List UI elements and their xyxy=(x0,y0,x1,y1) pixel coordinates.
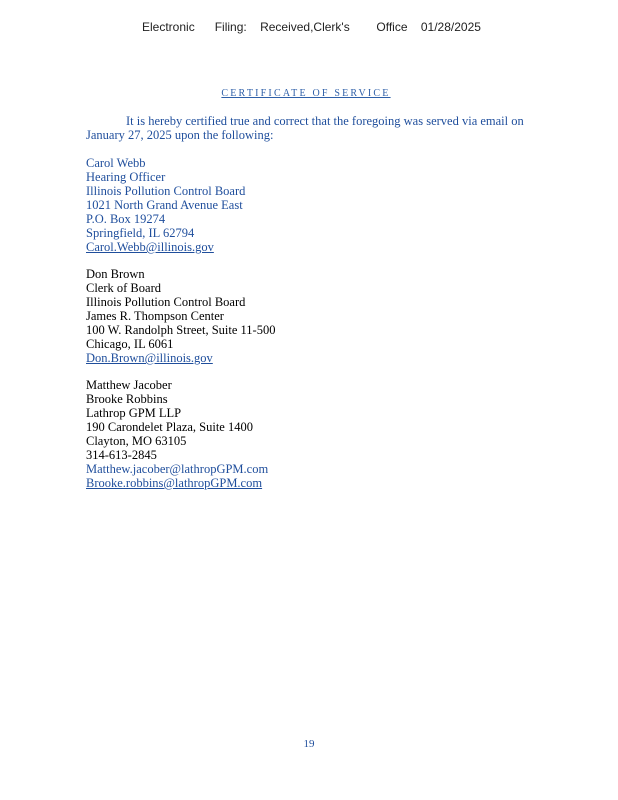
stamp-office: Office xyxy=(376,20,408,34)
intro-text: It is hereby certified true and correct that the foregoing was served via email on January 27, 2025 upon the following: xyxy=(86,114,524,142)
recipient-name: Carol Webb xyxy=(86,156,146,170)
stamp-date: 01/28/2025 xyxy=(420,20,481,34)
electronic-filing-stamp xyxy=(142,20,481,34)
recipient-block-lathrop xyxy=(86,378,268,490)
recipient-name: Brooke Robbins xyxy=(86,392,168,406)
recipient-city-state: Springfield, IL 62794 xyxy=(86,226,195,240)
recipient-organization: Lathrop GPM LLP xyxy=(86,406,182,420)
page-number: 19 xyxy=(303,738,315,750)
intro-paragraph xyxy=(86,114,526,142)
recipient-email-link[interactable]: Brooke.robbins@lathropGPM.com xyxy=(86,476,263,490)
recipient-name: Don Brown xyxy=(86,267,145,281)
recipient-phone: 314-613-2845 xyxy=(86,448,157,462)
stamp-electronic: Electronic xyxy=(142,20,195,34)
recipient-name: Matthew Jacober xyxy=(86,378,172,392)
recipient-address-line: 190 Carondelet Plaza, Suite 1400 xyxy=(86,420,253,434)
recipient-organization: Illinois Pollution Control Board xyxy=(86,295,246,309)
stamp-received: Received,Clerk's xyxy=(260,20,350,34)
recipient-po-box: P.O. Box 19274 xyxy=(86,212,166,226)
certificate-title: CERTIFICATE OF SERVICE xyxy=(221,88,391,99)
recipient-building: James R. Thompson Center xyxy=(86,309,224,323)
recipient-address-line: 1021 North Grand Avenue East xyxy=(86,198,243,212)
recipient-email-link[interactable]: Don.Brown@illinois.gov xyxy=(86,351,213,365)
recipient-block-carol-webb xyxy=(86,156,245,254)
recipient-block-don-brown xyxy=(86,267,275,365)
recipient-organization: Illinois Pollution Control Board xyxy=(86,184,246,198)
recipient-title: Hearing Officer xyxy=(86,170,166,184)
recipient-email-link[interactable]: Matthew.jacober@lathropGPM.com xyxy=(86,462,269,476)
stamp-filing: Filing: xyxy=(214,20,247,34)
recipient-address-line: 100 W. Randolph Street, Suite 11-500 xyxy=(86,323,276,337)
recipient-city-state: Chicago, IL 6061 xyxy=(86,337,174,351)
recipient-email-link[interactable]: Carol.Webb@illinois.gov xyxy=(86,240,214,254)
recipient-city-state: Clayton, MO 63105 xyxy=(86,434,187,448)
recipient-title: Clerk of Board xyxy=(86,281,161,295)
